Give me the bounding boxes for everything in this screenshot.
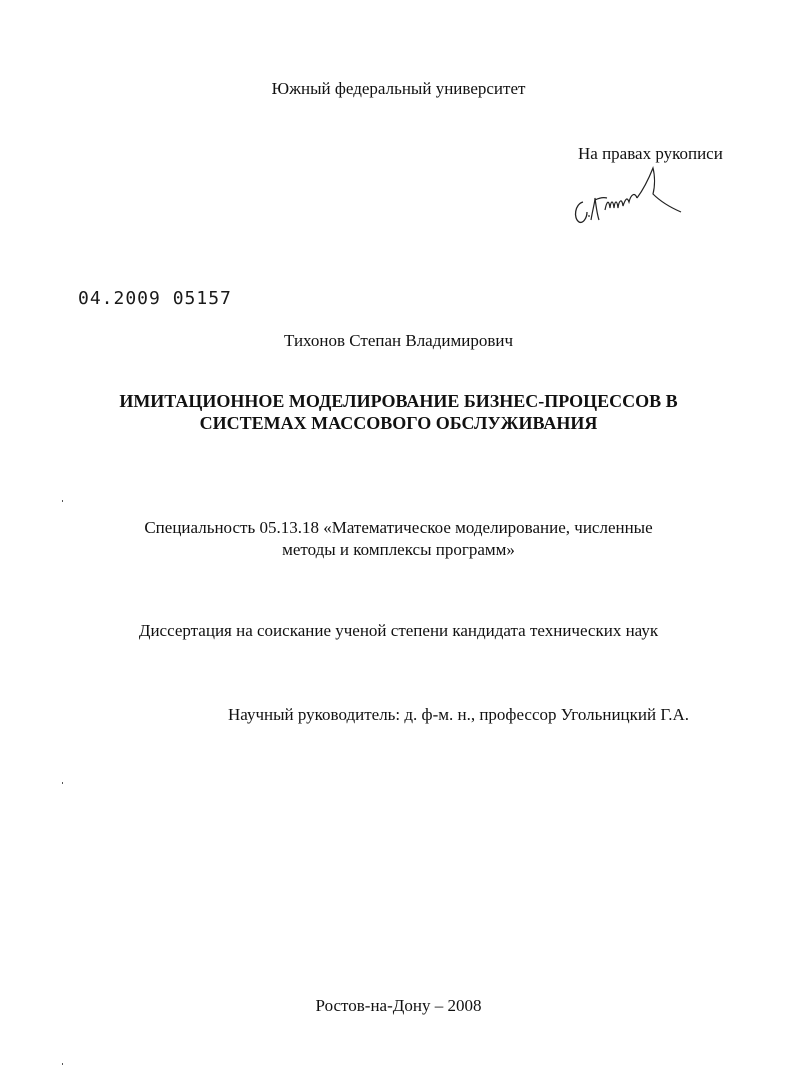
- scan-speck: [62, 1063, 63, 1065]
- scan-speck: [62, 500, 63, 502]
- archive-number: 04.2009 05157: [78, 288, 232, 309]
- author-name: Тихонов Степан Владимирович: [283, 331, 513, 350]
- scientific-advisor: Научный руководитель: д. ф-м. н., профессор Угольницкий Г.А.: [228, 705, 690, 724]
- specialty: [0, 517, 797, 561]
- title-line: ИМИТАЦИОННОЕ МОДЕЛИРОВАНИЕ БИЗНЕС-ПРОЦЕССОВ В: [119, 391, 678, 411]
- dissertation-title: [0, 390, 797, 434]
- handwritten-signature: [565, 160, 685, 235]
- university-name: Южный федеральный университет: [271, 79, 526, 98]
- city-year: Ростов-на-Дону – 2008: [315, 996, 482, 1015]
- specialty-line: методы и комплексы программ»: [282, 540, 515, 559]
- degree-statement: Диссертация на соискание ученой степени кандидата технических наук: [138, 621, 659, 640]
- title-line: СИСТЕМАХ МАССОВОГО ОБСЛУЖИВАНИЯ: [199, 413, 598, 433]
- specialty-line: Специальность 05.13.18 «Математическое моделирование, численные: [144, 518, 653, 537]
- manuscript-note: На правах рукописи: [578, 144, 723, 163]
- scan-speck: [62, 782, 63, 784]
